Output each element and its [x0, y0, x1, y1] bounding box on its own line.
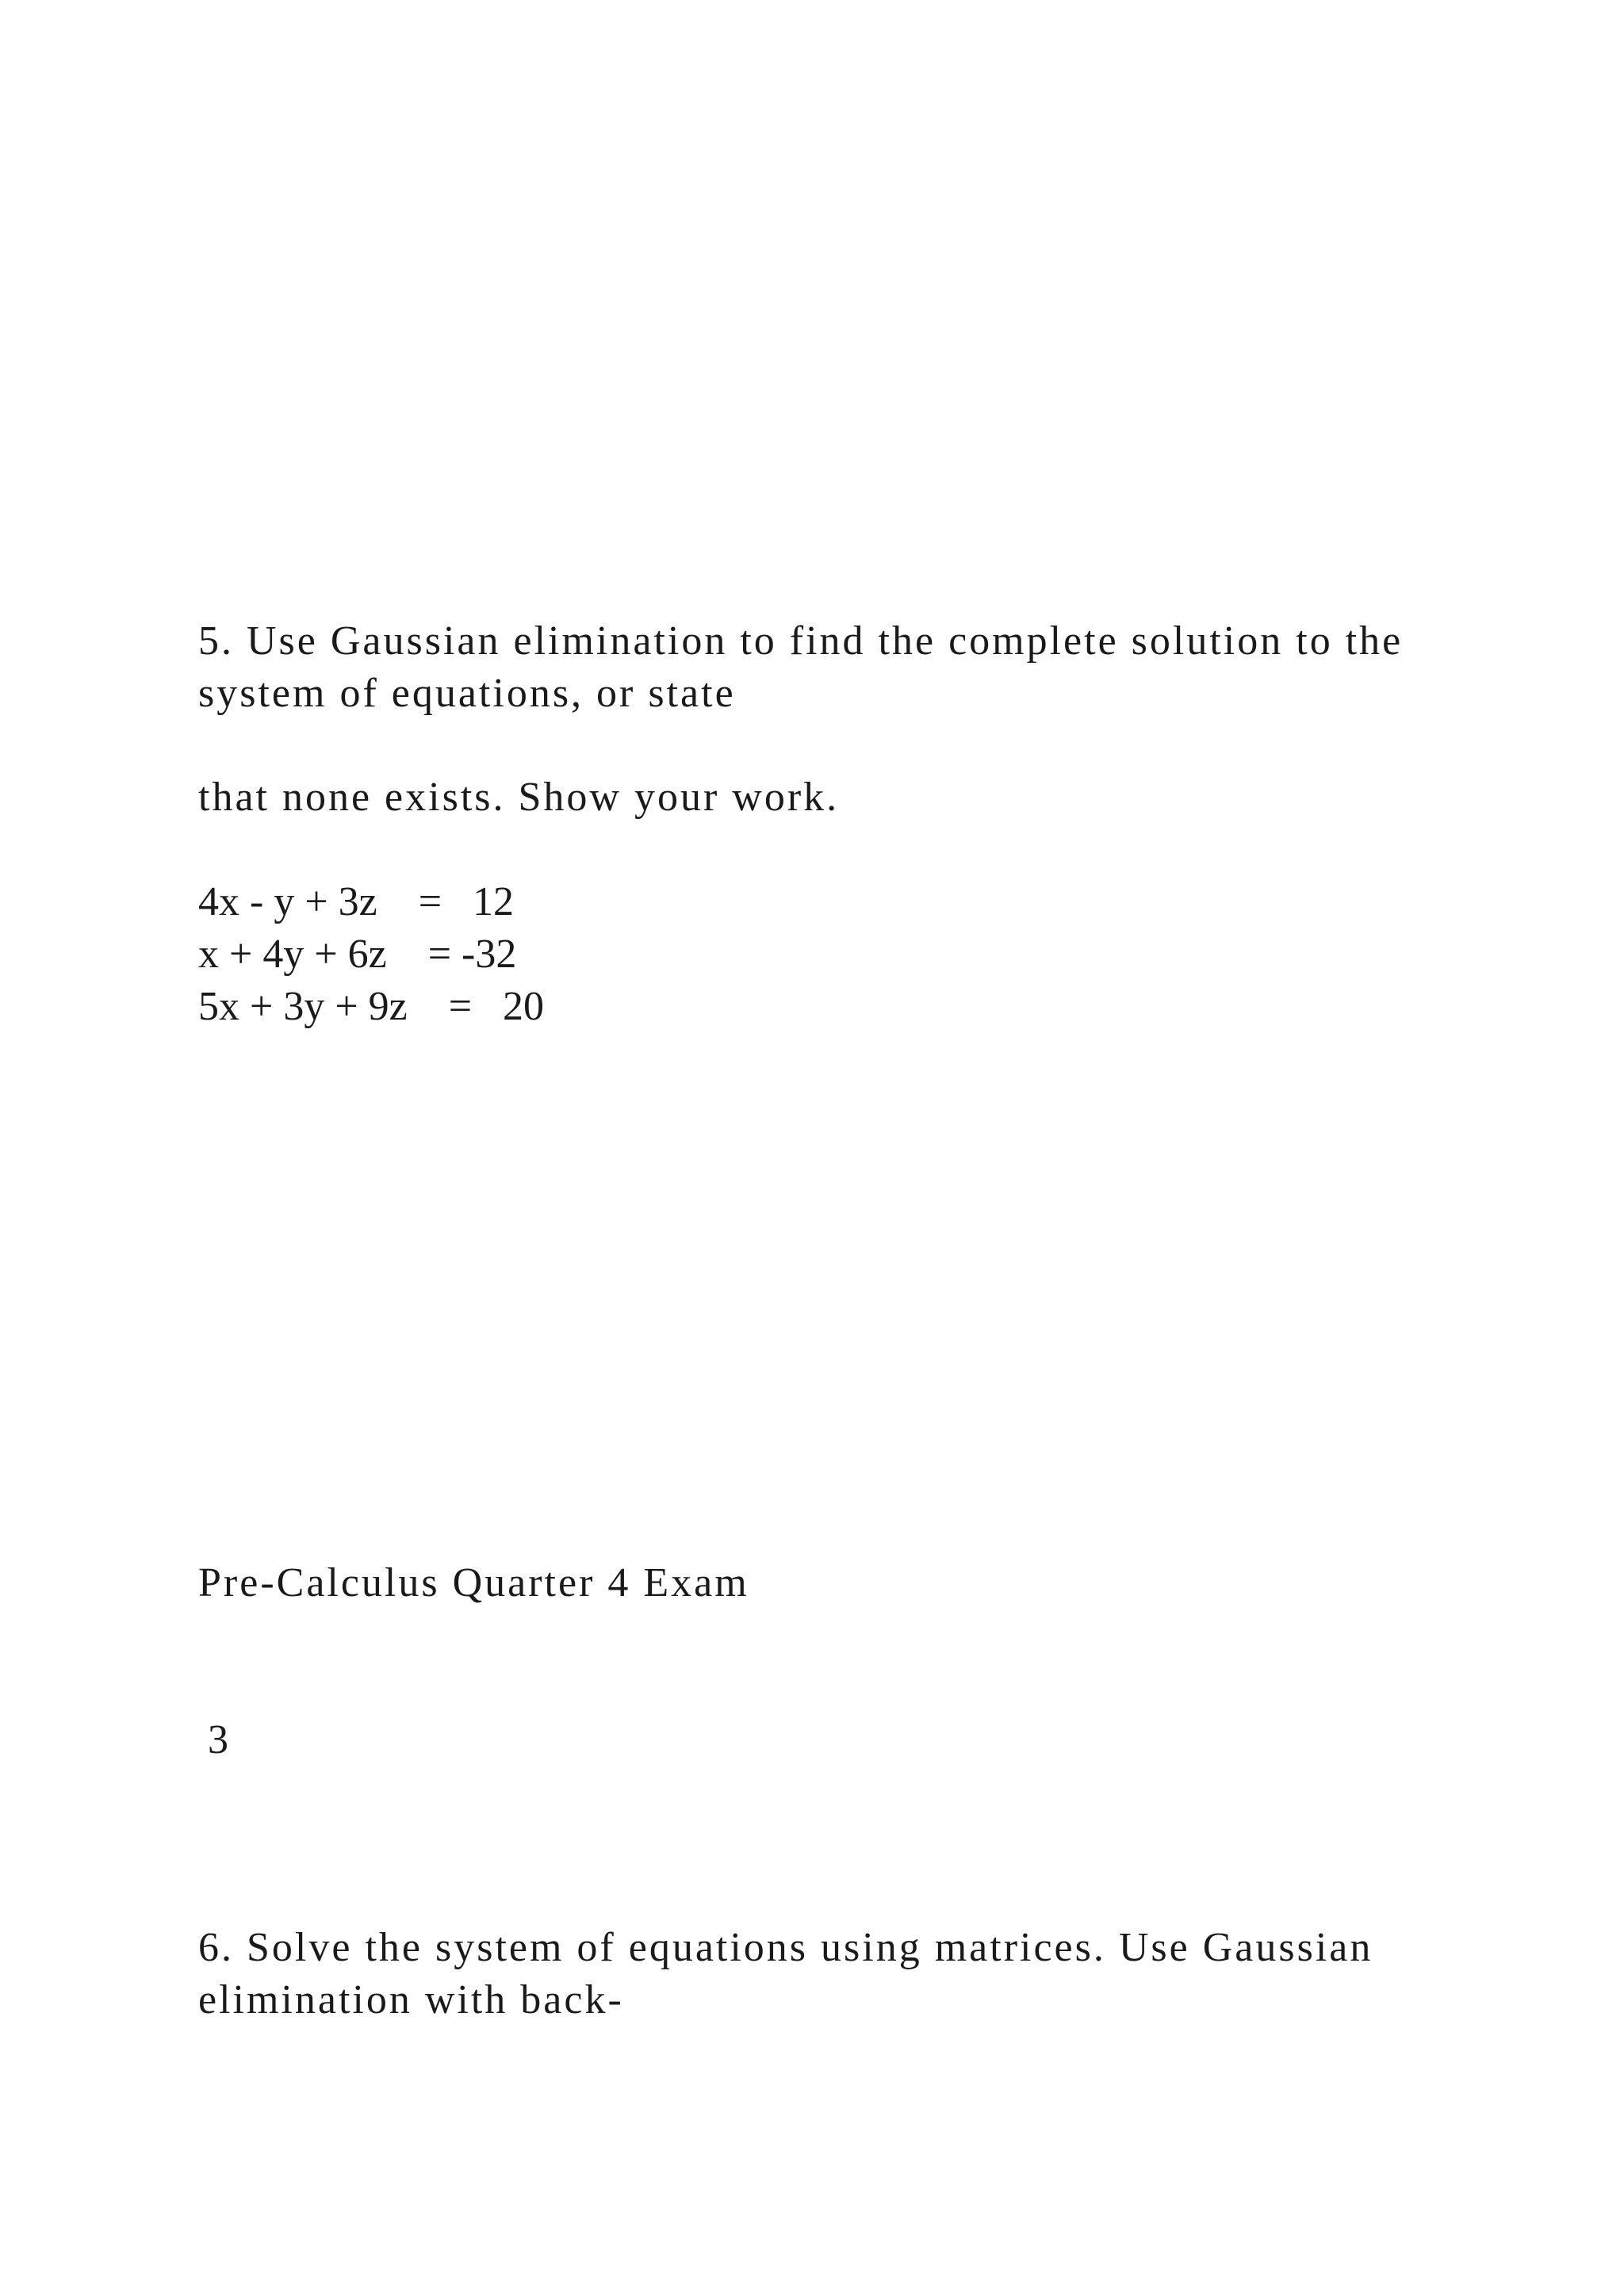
question-6-text-line-1: 6. Solve the system of equations using matrices. Use Gaussian — [198, 1925, 1373, 1970]
question-5-text-line-2: system of equations, or state — [198, 671, 736, 716]
page-number: 3 — [208, 1717, 228, 1762]
question-5-text-line-1: 5. Use Gaussian elimination to find the complete solution to the — [198, 618, 1404, 664]
question-6-text-line-2: elimination with back- — [198, 1977, 624, 2022]
equation-1: 4x - y + 3z = 12 — [198, 879, 515, 924]
equation-2: x + 4y + 6z = -32 — [198, 932, 517, 977]
question-5-text-line-3: that none exists. Show your work. — [198, 775, 840, 820]
equation-3: 5x + 3y + 9z = 20 — [198, 984, 545, 1029]
exam-title: Pre-Calculus Quarter 4 Exam — [198, 1560, 749, 1605]
